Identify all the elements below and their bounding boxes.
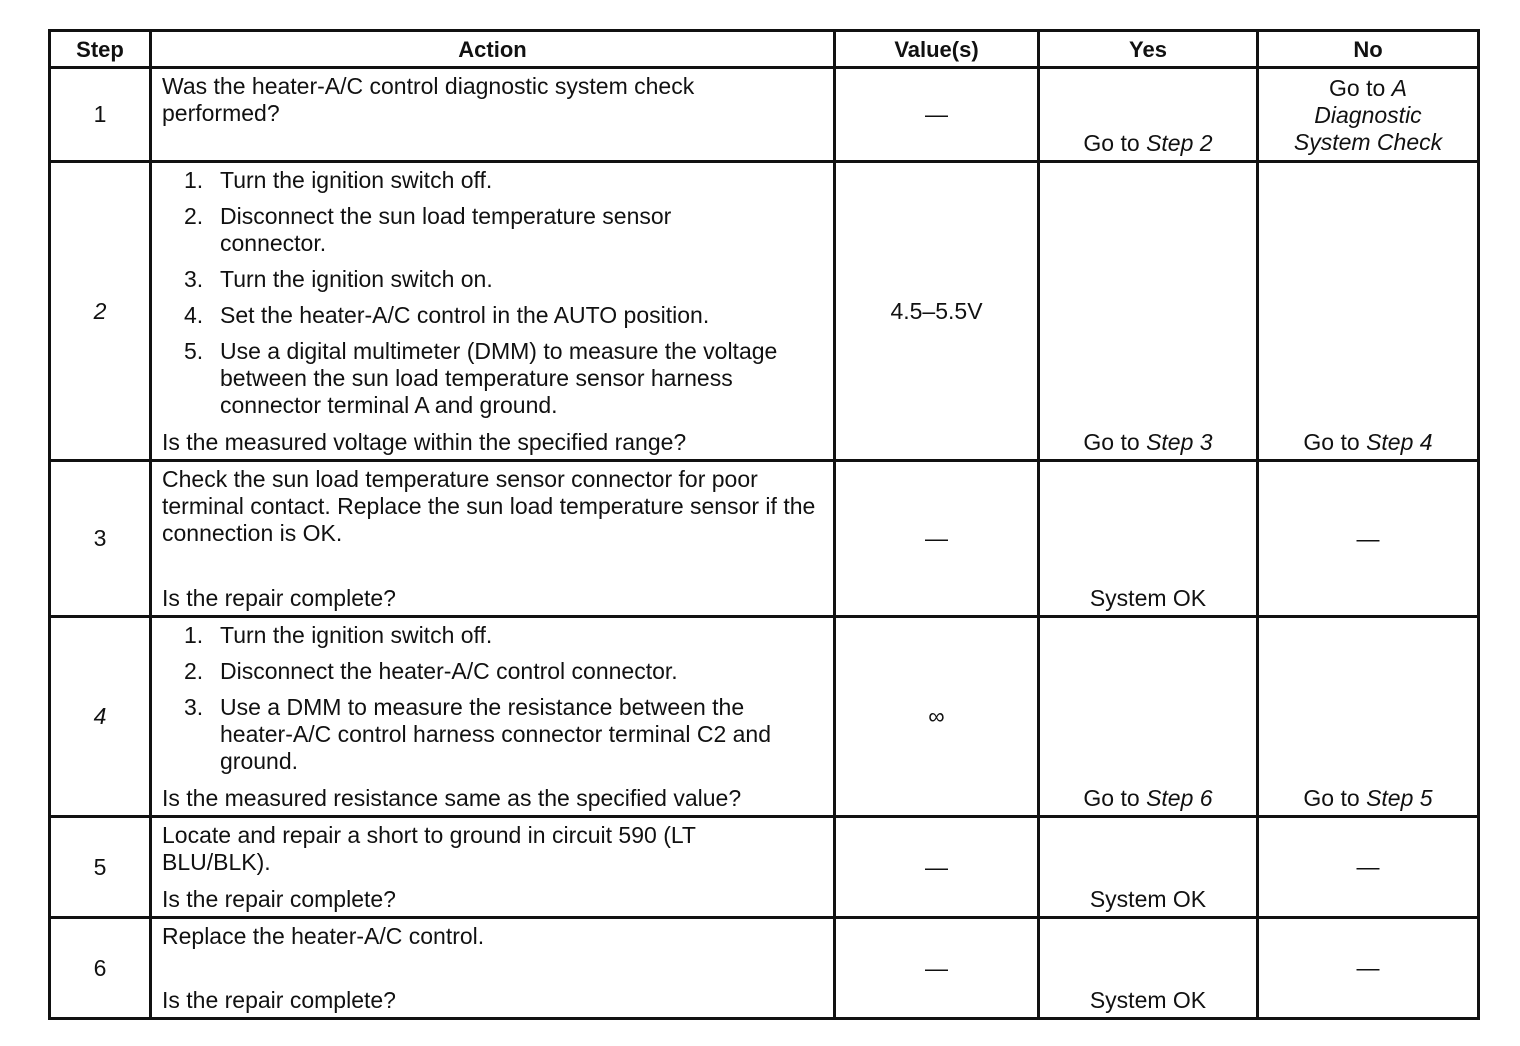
action-cell [151, 617, 835, 817]
value-cell: — [835, 918, 1039, 1019]
action-cell [151, 461, 835, 617]
no-text: — [1356, 954, 1380, 981]
action-text: Replace the heater-A/C control. [162, 923, 485, 949]
yes-text: System OK [1089, 886, 1207, 912]
list-item: 2. Disconnect the heater-A/C control connector. [184, 658, 678, 684]
no-cell [1258, 461, 1479, 617]
header-step: Step [50, 31, 151, 68]
table-row [50, 617, 1479, 817]
list-item: 2. Disconnect the sun load temperature sensor connector. [184, 203, 672, 256]
value-cell: — [835, 461, 1039, 617]
value-cell: ∞ [835, 617, 1039, 817]
step-number: 5 [50, 817, 151, 918]
step-link[interactable]: Step 2 [1146, 130, 1213, 156]
yes-text: System OK [1089, 987, 1207, 1013]
no-cell [1258, 68, 1479, 162]
step-number: 4 [50, 617, 151, 817]
yes-text: Go to [1083, 130, 1147, 156]
no-cell [1258, 817, 1479, 918]
step-number: 6 [50, 918, 151, 1019]
list-item: 3. Turn the ignition switch on. [184, 266, 493, 292]
question-text: Is the repair complete? [162, 585, 396, 611]
action-cell [151, 918, 835, 1019]
action-cell [151, 68, 835, 162]
table-row [50, 817, 1479, 918]
question-text: Is the measured resistance same as the specified value? [162, 785, 742, 811]
table-row [50, 162, 1479, 461]
value-cell: 4.5–5.5V [835, 162, 1039, 461]
step-number: 3 [50, 461, 151, 617]
value-cell: — [835, 68, 1039, 162]
list-item: 3. Use a DMM to measure the resistance between the heater-A/C control harness connector terminal C2 and ground. [184, 694, 772, 774]
procedure-list [162, 622, 823, 775]
step-link[interactable]: Step 3 [1146, 429, 1213, 455]
no-cell [1258, 918, 1479, 1019]
diagnostic-link[interactable]: Diagnostic [1314, 102, 1422, 128]
no-text: — [1356, 853, 1380, 880]
question-text: Is the repair complete? [162, 987, 396, 1013]
table-row [50, 68, 1479, 162]
step-link[interactable]: Step 4 [1366, 429, 1433, 455]
action-text: Locate and repair a short to ground in circuit 590 (LT BLU/BLK). [162, 822, 696, 875]
no-text: Go to [1329, 75, 1392, 101]
step-number: 1 [50, 68, 151, 162]
diagnostic-link[interactable]: System Check [1293, 129, 1443, 155]
no-text: — [1356, 525, 1380, 551]
step-number: 2 [50, 162, 151, 461]
list-item: 5. Use a digital multimeter (DMM) to measure the voltage between the sun load temperature sensor harness connector terminal A and ground. [184, 338, 778, 418]
action-cell [151, 817, 835, 918]
question-text: Is the measured voltage within the specified range? [162, 429, 687, 455]
header-yes: Yes [1039, 31, 1258, 68]
list-item: 4. Set the heater-A/C control in the AUTO position. [184, 302, 710, 328]
no-cell [1258, 617, 1479, 817]
yes-text: Go to [1083, 785, 1147, 811]
no-text: Go to [1303, 429, 1367, 455]
header-values: Value(s) [835, 31, 1039, 68]
action-text: Check the sun load temperature sensor connector for poor terminal contact. Replace the sun load temperature sensor if the connection is OK. [162, 466, 816, 546]
action-text: Was the heater-A/C control diagnostic system check performed? [162, 73, 695, 126]
yes-cell [1039, 817, 1258, 918]
diagnostic-link[interactable]: A [1391, 75, 1407, 101]
diagnostic-table [48, 29, 1480, 1020]
step-link[interactable]: Step 6 [1146, 785, 1213, 811]
header-row [50, 31, 1479, 68]
list-item: 1. Turn the ignition switch off. [184, 622, 493, 648]
yes-cell [1039, 461, 1258, 617]
action-cell [151, 162, 835, 461]
yes-cell [1039, 617, 1258, 817]
procedure-list [162, 167, 823, 419]
table-row [50, 918, 1479, 1019]
header-action: Action [151, 31, 835, 68]
yes-cell [1039, 68, 1258, 162]
yes-cell [1039, 162, 1258, 461]
no-text: Go to [1303, 785, 1367, 811]
no-cell [1258, 162, 1479, 461]
list-item: 1. Turn the ignition switch off. [184, 167, 493, 193]
table-row [50, 461, 1479, 617]
header-no: No [1258, 31, 1479, 68]
yes-text: System OK [1089, 585, 1207, 611]
step-link[interactable]: Step 5 [1366, 785, 1433, 811]
yes-text: Go to [1083, 429, 1147, 455]
question-text: Is the repair complete? [162, 886, 396, 912]
yes-cell [1039, 918, 1258, 1019]
value-cell: — [835, 817, 1039, 918]
